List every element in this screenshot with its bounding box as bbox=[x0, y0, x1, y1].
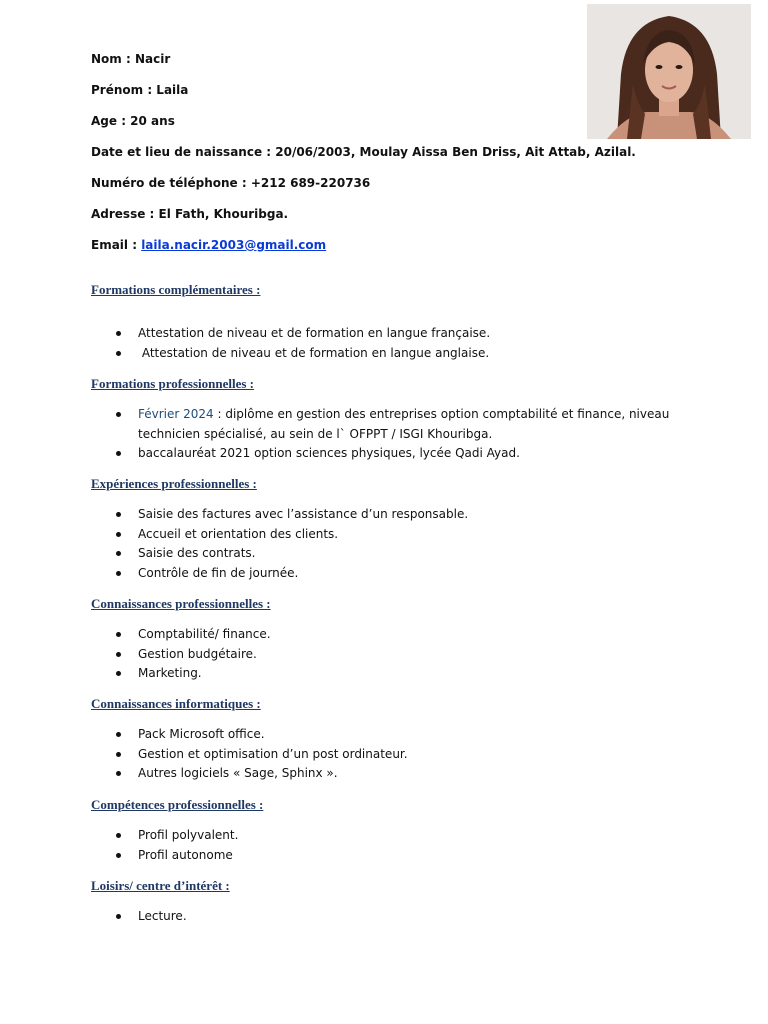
list-item: Gestion et optimisation d’un post ordinateur. bbox=[138, 745, 678, 765]
list-item: Saisie des contrats. bbox=[138, 544, 678, 564]
heading-formations-professionnelles: Formations professionnelles : bbox=[91, 376, 254, 391]
list-competences bbox=[138, 826, 678, 865]
info-adresse: Adresse : El Fath, Khouribga. bbox=[91, 207, 289, 221]
info-telephone: Numéro de téléphone : +212 689-220736 bbox=[91, 176, 371, 190]
personal-info bbox=[91, 50, 636, 267]
list-formations-complementaires bbox=[138, 324, 678, 363]
list-loisirs bbox=[138, 907, 678, 927]
list-connaissances-professionnelles bbox=[138, 625, 678, 684]
list-item: Attestation de niveau et de formation en langue anglaise. bbox=[138, 344, 678, 364]
list-item: Accueil et orientation des clients. bbox=[138, 525, 678, 545]
list-item: baccalauréat 2021 option sciences physiques, lycée Qadi Ayad. bbox=[138, 444, 678, 464]
heading-competences: Compétences professionnelles : bbox=[91, 797, 264, 812]
list-experiences bbox=[138, 505, 678, 583]
date-fevrier-2024: Février 2024 bbox=[138, 407, 214, 421]
info-age: Age : 20 ans bbox=[91, 114, 175, 128]
info-nom: Nom : Nacir bbox=[91, 52, 171, 66]
list-item: Février 2024 : diplôme en gestion des entreprises option comptabilité et finance, niveau technicien spécialisé, au sein de l` OFPPT / ISGI Khouribga. bbox=[138, 405, 678, 444]
list-item: Profil polyvalent. bbox=[138, 826, 678, 846]
heading-connaissances-informatiques: Connaissances informatiques : bbox=[91, 696, 261, 711]
info-prenom: Prénom : Laila bbox=[91, 83, 189, 97]
email-link[interactable]: laila.nacir.2003@gmail.com bbox=[141, 238, 327, 252]
list-item: Gestion budgétaire. bbox=[138, 645, 678, 665]
list-item: Comptabilité/ finance. bbox=[138, 625, 678, 645]
list-item: Lecture. bbox=[138, 907, 678, 927]
list-item: Contrôle de fin de journée. bbox=[138, 564, 678, 584]
info-email: Email : laila.nacir.2003@gmail.com bbox=[91, 238, 327, 252]
list-item: Attestation de niveau et de formation en langue française. bbox=[138, 324, 678, 344]
list-formations-professionnelles bbox=[138, 405, 678, 464]
list-connaissances-informatiques bbox=[138, 725, 678, 784]
heading-formations-complementaires: Formations complémentaires : bbox=[91, 282, 261, 297]
heading-connaissances-professionnelles: Connaissances professionnelles : bbox=[91, 596, 271, 611]
list-item: Marketing. bbox=[138, 664, 678, 684]
heading-loisirs: Loisirs/ centre d’intérêt : bbox=[91, 878, 230, 893]
list-item: Pack Microsoft office. bbox=[138, 725, 678, 745]
heading-experiences: Expériences professionnelles : bbox=[91, 476, 257, 491]
list-item: Autres logiciels « Sage, Sphinx ». bbox=[138, 764, 678, 784]
list-item: Profil autonome bbox=[138, 846, 678, 866]
list-item: Saisie des factures avec l’assistance d’un responsable. bbox=[138, 505, 678, 525]
info-naissance: Date et lieu de naissance : 20/06/2003, Moulay Aissa Ben Driss, Ait Attab, Azilal. bbox=[91, 145, 636, 159]
